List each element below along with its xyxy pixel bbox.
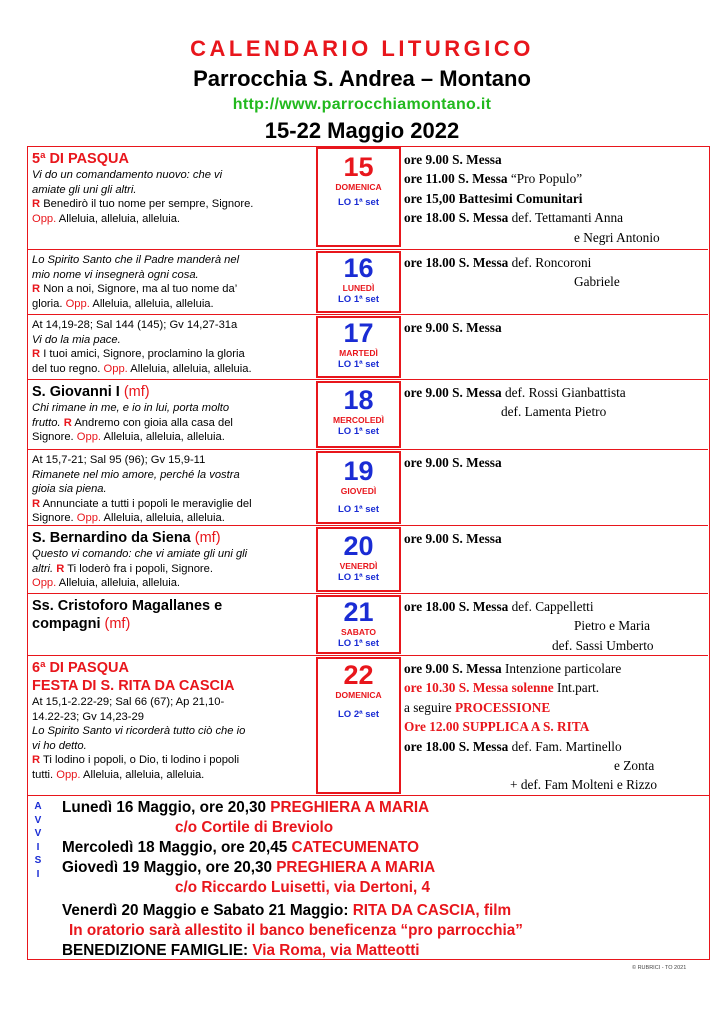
day-name: MERCOLEDÌ — [333, 415, 384, 425]
response-text: Signore. — [32, 512, 74, 525]
opp-marker: Opp. — [65, 297, 90, 310]
liturgy-title: 6ª DI PASQUA — [32, 660, 129, 676]
mass-entry: ore 18.00 S. Messa — [404, 255, 509, 270]
day-row-22 — [28, 655, 708, 795]
day-row-15 — [28, 147, 708, 249]
notice-event: CATECUMENATO — [291, 839, 420, 856]
liturgy-verse: vi ho detto. — [32, 739, 87, 752]
liturgy-response — [32, 282, 310, 297]
liturgy-response — [32, 197, 310, 212]
liturgy-cell — [28, 656, 314, 795]
mass-intention: “Pro Populo” — [507, 171, 583, 187]
day-name: DOMENICA — [335, 182, 382, 192]
notice-event: RITA DA CASCIA, film — [352, 902, 512, 919]
response-marker: R — [63, 416, 72, 429]
procession-label: PROCESSIONE — [454, 699, 551, 715]
day-number: 15 — [343, 152, 374, 182]
liturgy-title: 5ª DI PASQUA — [32, 151, 129, 167]
day-name: DOMENICA — [335, 690, 382, 700]
response-text: tutti. — [32, 768, 54, 781]
calendar-table — [27, 146, 710, 796]
opp-marker: Opp. — [32, 577, 57, 590]
notice-item: In oratorio sarà allestito il banco beneficenza “pro parrocchia” — [69, 922, 523, 939]
notice-when: BENEDIZIONE FAMIGLIE: — [62, 942, 253, 959]
liturgy-response — [32, 297, 310, 312]
mass-intention: def. Lamenta Pietro — [501, 404, 607, 420]
response-marker: R — [32, 754, 41, 767]
mass-schedule — [404, 453, 704, 472]
notice-item — [62, 798, 429, 818]
mass-intention: def. Sassi Umberto — [552, 637, 654, 653]
mass-entry: ore 10.30 S. Messa solenne — [404, 680, 554, 696]
mass-schedule — [404, 383, 704, 422]
liturgy-cell — [28, 594, 314, 655]
day-number: 21 — [343, 597, 374, 627]
mass-intention: Pietro e Maria — [574, 618, 651, 634]
response-text: Ti lodino i popoli, o Dio, ti lodino i popoli — [43, 754, 240, 767]
opp-marker: Opp. — [76, 512, 102, 525]
response-marker: R — [32, 283, 41, 296]
liturgy-verse: mio nome vi insegnerà ogni cosa. — [32, 268, 199, 281]
response-marker: R — [32, 198, 41, 211]
mass-intention: def. Rossi Gianbattista — [501, 385, 626, 400]
mass-entry: ore 9.00 S. Messa — [404, 661, 502, 676]
liturgy-title — [32, 615, 310, 633]
response-text: Non a noi, Signore, ma al tuo nome da’ — [43, 283, 238, 296]
response-marker: R — [32, 497, 41, 510]
liturgy-response — [32, 347, 310, 362]
acclamation-text: Alleluia, alleluia, alleluia. — [58, 577, 181, 590]
liturgy-verse: Chi rimane in me, e io in lui, porta molto — [32, 402, 230, 414]
feast-rank: (mf) — [190, 530, 221, 546]
lo-set: LO 2ª set — [337, 709, 379, 720]
response-text: Ti loderò fra i popoli, Signore. — [67, 562, 213, 575]
day-number: 18 — [343, 385, 374, 415]
liturgy-response — [32, 497, 310, 512]
opp-marker: Opp. — [56, 768, 81, 781]
day-row-16 — [28, 249, 708, 314]
date-box — [316, 251, 401, 313]
notices-label-letter: V — [34, 828, 42, 839]
response-marker: R — [32, 348, 41, 361]
liturgy-readings: At 15,7-21; Sal 95 (96); Gv 15,9-11 — [32, 454, 206, 466]
notice-when: Lunedì 16 Maggio, ore 20,30 — [62, 799, 271, 816]
mass-entry: ore 9.00 S. Messa — [404, 531, 502, 546]
notice-item — [62, 901, 511, 921]
response-text: del tuo regno. — [32, 362, 101, 375]
liturgy-acclamation — [32, 212, 310, 227]
liturgy-verse: Vi do un comandamento nuovo: che vi — [32, 169, 223, 181]
date-box — [316, 381, 401, 448]
mass-intention: def. Tettamanti Anna — [508, 210, 624, 226]
lo-set: LO 1ª set — [337, 426, 379, 437]
liturgy-cell — [28, 315, 314, 379]
response-text: gloria. — [32, 297, 63, 310]
liturgy-response — [32, 430, 310, 445]
acclamation-text: Alleluia, alleluia, alleluia. — [103, 512, 225, 525]
acclamation-text: Alleluia, alleluia, alleluia. — [103, 431, 225, 444]
acclamation-text: Alleluia, alleluia, alleluia. — [92, 297, 214, 310]
notice-item — [62, 858, 435, 878]
mass-entry: ore 9.00 S. Messa — [404, 455, 502, 470]
mass-schedule — [404, 150, 704, 247]
notices-label-letter: I — [36, 841, 40, 853]
response-text: Annunciate a tutti i popoli le meraviglie del — [42, 497, 252, 510]
date-box — [316, 316, 401, 378]
response-text: Andremo con gioia alla casa del — [74, 416, 233, 429]
lo-set: LO 1ª set — [337, 638, 379, 649]
mass-entry: ore 9.00 S. Messa — [404, 320, 502, 335]
mass-entry: ore 18.00 S. Messa — [404, 599, 509, 614]
liturgy-verse: frutto. — [32, 416, 61, 429]
liturgy-cell — [28, 450, 314, 525]
liturgy-verse: Lo Spirito Santo vi ricorderà tutto ciò che io — [32, 725, 246, 738]
mass-entry: ore 18.00 S. Messa — [404, 738, 509, 754]
week-dates: 15-22 Maggio 2022 — [264, 118, 460, 143]
liturgy-response — [32, 511, 310, 526]
liturgy-acclamation — [32, 576, 310, 591]
liturgy-response — [32, 562, 310, 577]
mass-schedule — [404, 529, 704, 548]
supplica-label: Ore 12.00 SUPPLICA A S. RITA — [404, 719, 590, 735]
feast-rank: (mf) — [119, 384, 150, 400]
day-row-18 — [28, 379, 708, 449]
lo-set: LO 1ª set — [337, 359, 379, 370]
day-name: VENERDÌ — [339, 561, 378, 571]
page-title: CALENDARIO LITURGICO — [190, 36, 534, 61]
mass-schedule — [404, 318, 704, 337]
response-text: Benedirò il tuo nome per sempre, Signore. — [43, 198, 254, 211]
mass-entry: ore 15,00 Battesimi Comunitari — [404, 190, 583, 206]
liturgy-verse: Lo Spirito Santo che il Padre manderà nel — [32, 254, 240, 266]
notices-label-letter: A — [34, 801, 42, 812]
acclamation-text: Alleluia, alleluia, alleluia. — [58, 212, 181, 225]
notice-when: Venerdì 20 Maggio e Sabato 21 Maggio: — [62, 902, 353, 919]
mass-intention: Intenzione particolare — [501, 661, 622, 676]
lo-set: LO 1ª set — [337, 572, 379, 583]
notices-label-letter: I — [36, 868, 40, 880]
saint-name: compagni — [32, 616, 101, 632]
liturgy-cell — [28, 380, 314, 449]
mass-intention: + def. Fam Molteni e Rizzo — [510, 777, 658, 793]
liturgy-title — [32, 529, 310, 547]
notice-location: c/o Riccardo Luisetti, via Dertoni, 4 — [175, 879, 431, 896]
liturgy-verse: Rimanete nel mio amore, perché la vostra — [32, 468, 240, 481]
day-name: SABATO — [340, 627, 377, 637]
liturgy-response — [32, 416, 310, 431]
day-row-20 — [28, 525, 708, 593]
day-row-17 — [28, 314, 708, 379]
response-text: Signore. — [32, 431, 74, 444]
liturgy-title: Ss. Cristoforo Magallanes e — [32, 598, 223, 614]
lo-set: LO 1ª set — [337, 294, 379, 305]
notices-label-letter: V — [34, 814, 42, 826]
mass-entry: ore 9.00 S. Messa — [404, 385, 502, 400]
lo-set: LO 1ª set — [337, 197, 379, 208]
liturgy-readings: At 14,19-28; Sal 144 (145); Gv 14,27-31a — [32, 319, 238, 331]
liturgy-verse: Questo vi comando: che vi amiate gli uni gli — [32, 548, 248, 560]
notice-location: c/o Cortile di Breviolo — [175, 819, 334, 836]
mass-schedule — [404, 253, 704, 292]
day-number: 22 — [343, 660, 374, 690]
liturgy-cell — [28, 147, 314, 249]
saint-name: S. Giovanni I — [32, 384, 120, 400]
acclamation-text: Alleluia, alleluia, alleluia. — [83, 768, 205, 781]
mass-intention: e Negri Antonio — [574, 229, 660, 245]
notices-section — [27, 796, 710, 960]
date-box — [316, 595, 401, 654]
date-box — [316, 657, 401, 794]
notice-item — [62, 838, 419, 858]
opp-marker: Opp. — [32, 212, 57, 225]
copyright-note: © RUBRICI - TO 2021 — [632, 965, 687, 971]
liturgy-title: FESTA DI S. RITA DA CASCIA — [32, 678, 235, 694]
mass-intention: Int.part. — [553, 680, 600, 696]
day-row-21 — [28, 593, 708, 655]
mass-entry: ore 11.00 S. Messa — [404, 171, 508, 187]
liturgy-verse: Vi do la mia pace. — [32, 333, 121, 346]
mass-intention: Gabriele — [574, 274, 620, 290]
day-row-19 — [28, 449, 708, 525]
notice-when: Giovedì 19 Maggio, ore 20,30 — [62, 859, 277, 876]
day-number: 19 — [343, 456, 374, 486]
day-name: MARTEDÌ — [339, 348, 378, 358]
liturgy-verse: gioia sia piena. — [32, 483, 107, 496]
day-name: GIOVEDÌ — [340, 486, 377, 496]
liturgy-response — [32, 362, 310, 377]
response-text: I tuoi amici, Signore, proclamino la gloria — [43, 348, 245, 361]
mass-entry: ore 9.00 S. Messa — [404, 152, 502, 167]
date-box — [316, 147, 401, 247]
liturgy-verse: amiate gli uni gli altri. — [32, 183, 137, 196]
date-box — [316, 451, 401, 524]
liturgy-title — [32, 383, 310, 401]
notice-event: Via Roma, via Matteotti — [252, 942, 420, 959]
notice-event: PREGHIERA A MARIA — [270, 799, 430, 816]
mass-entry: ore 18.00 S. Messa — [404, 210, 509, 226]
parish-name: Parrocchia S. Andrea – Montano — [193, 66, 531, 91]
date-box — [316, 527, 401, 592]
liturgy-cell — [28, 526, 314, 593]
saint-name: S. Bernardino da Siena — [32, 530, 191, 546]
lo-set: LO 1ª set — [337, 504, 379, 515]
parish-website-link[interactable]: http://www.parrocchiamontano.it — [232, 96, 492, 113]
liturgy-readings: 14.22-23; Gv 14,23-29 — [32, 710, 144, 723]
mass-intention: def. Roncoroni — [508, 255, 592, 270]
mass-schedule — [404, 659, 704, 795]
mass-intention: def. Fam. Martinello — [508, 738, 622, 754]
acclamation-text: Alleluia, alleluia, alleluia. — [130, 362, 252, 375]
notice-event: PREGHIERA A MARIA — [276, 859, 436, 876]
notices-label-letter: S — [34, 855, 42, 866]
liturgy-verse: altri. — [32, 562, 54, 575]
opp-marker: Opp. — [76, 431, 102, 444]
opp-marker: Opp. — [103, 362, 128, 375]
mass-intention: e Zonta — [614, 758, 655, 774]
day-number: 16 — [343, 253, 374, 283]
day-number: 17 — [343, 318, 374, 348]
liturgy-response — [32, 753, 310, 768]
notice-item — [62, 941, 420, 961]
notice-when: Mercoledì 18 Maggio, ore 20,45 — [62, 839, 292, 856]
mass-intention: def. Cappelletti — [508, 599, 594, 614]
liturgy-cell — [28, 250, 314, 314]
response-marker: R — [56, 562, 65, 575]
day-number: 20 — [343, 531, 374, 561]
liturgy-response — [32, 768, 310, 783]
liturgy-readings: At 15,1-2.22-29; Sal 66 (67); Ap 21,10- — [32, 696, 225, 708]
notices-label — [31, 800, 45, 881]
mass-schedule — [404, 597, 704, 655]
mass-note: a seguire — [404, 699, 455, 715]
feast-rank: (mf) — [100, 616, 131, 632]
day-name: LUNEDÌ — [342, 283, 375, 293]
